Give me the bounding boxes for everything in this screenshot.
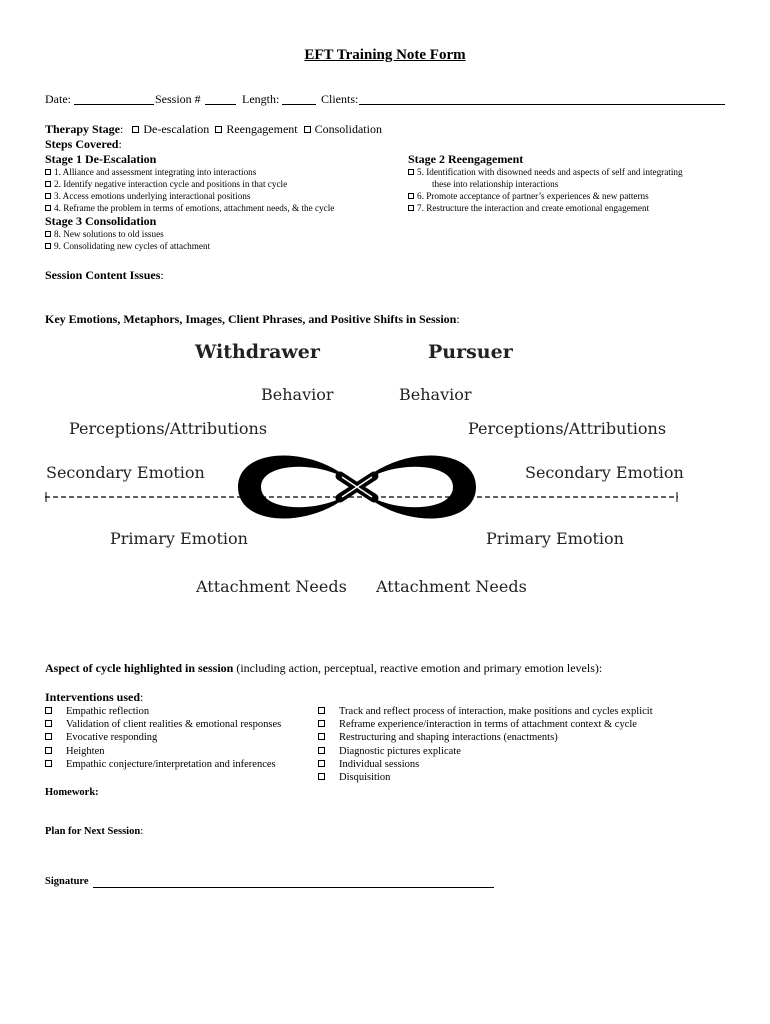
intervention-right-1-text: Track and reflect process of interaction, make positions and cycles explicit	[339, 706, 653, 717]
step-5-checkbox[interactable]	[408, 169, 414, 175]
step-5-text: 5. Identification with disowned needs and aspects of self and integrating	[417, 167, 683, 177]
step-9-checkbox[interactable]	[45, 243, 51, 249]
interventions-row: Interventions used:	[45, 690, 144, 704]
withdrawer-secondary-emotion: Secondary Emotion	[46, 463, 205, 482]
checkbox-de-escalation[interactable]	[132, 126, 139, 133]
stage1-heading: Stage 1 De-Escalation	[45, 152, 157, 166]
step-9-text: 9. Consolidating new cycles of attachment	[54, 241, 211, 251]
intervention-right-4-checkbox[interactable]	[318, 747, 325, 754]
step-2-checkbox[interactable]	[45, 181, 51, 187]
intervention-left-2[interactable]	[45, 719, 281, 730]
step-2[interactable]	[45, 179, 287, 189]
step-9[interactable]	[45, 241, 210, 251]
key-emotions-label: Key Emotions, Metaphors, Images, Client Phrases, and Positive Shifts in Session	[45, 312, 457, 326]
intervention-left-5-text: Empathic conjecture/interpretation and inferences	[66, 759, 276, 770]
step-6-checkbox[interactable]	[408, 193, 414, 199]
intervention-left-4-checkbox[interactable]	[45, 747, 52, 754]
step-6[interactable]	[408, 191, 649, 201]
step-8-checkbox[interactable]	[45, 231, 51, 237]
intervention-right-5-text: Individual sessions	[339, 759, 420, 770]
intervention-right-3[interactable]	[318, 732, 558, 743]
length-field[interactable]	[282, 104, 316, 105]
session-label: Session #	[155, 92, 201, 106]
option-consolidation: Consolidation	[314, 122, 382, 136]
intervention-left-4[interactable]	[45, 746, 105, 757]
intervention-left-3-text: Evocative responding	[66, 732, 158, 743]
withdrawer-behavior: Behavior	[261, 385, 334, 404]
plan-row: Plan for Next Session:	[45, 826, 144, 837]
steps-covered-label: Steps Covered	[45, 137, 119, 151]
step-7-text: 7. Restructure the interaction and create emotional engagement	[417, 203, 650, 213]
intervention-right-2-checkbox[interactable]	[318, 720, 325, 727]
plan-label: Plan for Next Session	[45, 826, 141, 837]
intervention-right-3-text: Restructuring and shaping interactions (enactments)	[339, 732, 558, 743]
homework-label: Homework:	[45, 787, 99, 798]
intervention-right-1[interactable]	[318, 706, 653, 717]
interventions-label: Interventions used	[45, 690, 141, 704]
key-emotions-row: Key Emotions, Metaphors, Images, Client Phrases, and Positive Shifts in Session:	[45, 312, 460, 326]
stage3-heading: Stage 3 Consolidation	[45, 214, 157, 228]
step-3[interactable]	[45, 191, 250, 201]
therapy-stage-label: Therapy Stage	[45, 122, 120, 136]
intervention-left-1-checkbox[interactable]	[45, 707, 52, 714]
intervention-right-6-checkbox[interactable]	[318, 773, 325, 780]
intervention-left-2-checkbox[interactable]	[45, 720, 52, 727]
step-3-text: 3. Access emotions underlying interactional positions	[54, 191, 251, 201]
aspect-label: Aspect of cycle highlighted in session	[45, 661, 234, 675]
session-number-field[interactable]	[205, 104, 236, 105]
pursuer-perceptions: Perceptions/Attributions	[468, 419, 667, 438]
step-7-checkbox[interactable]	[408, 205, 414, 211]
intervention-left-5[interactable]	[45, 759, 276, 770]
stage2-heading: Stage 2 Reengagement	[408, 152, 524, 166]
length-label: Length:	[242, 92, 280, 106]
aspect-of-cycle-row	[45, 661, 602, 676]
intervention-right-4[interactable]	[318, 746, 461, 757]
checkbox-consolidation[interactable]	[304, 126, 311, 133]
therapy-stage-row: Therapy Stage: De-escalation Reengagement Consolidation	[45, 122, 382, 136]
option-de-escalation: De-escalation	[143, 122, 210, 136]
signature-field[interactable]	[93, 887, 494, 888]
step-1-text: 1. Alliance and assessment integrating into interactions	[54, 167, 257, 177]
step-4-checkbox[interactable]	[45, 205, 51, 211]
step-8[interactable]	[45, 229, 164, 239]
checkbox-reengagement[interactable]	[215, 126, 222, 133]
intervention-left-3-checkbox[interactable]	[45, 733, 52, 740]
intervention-right-5[interactable]	[318, 759, 419, 770]
withdrawer-perceptions: Perceptions/Attributions	[69, 419, 268, 438]
infinity-cycle-diagram	[40, 440, 690, 540]
intervention-right-4-text: Diagnostic pictures explicate	[339, 746, 461, 757]
intervention-left-4-text: Heighten	[66, 746, 105, 757]
intervention-right-6[interactable]	[318, 772, 390, 783]
option-reengagement: Reengagement	[226, 122, 298, 136]
date-label: Date:	[45, 92, 71, 106]
signature-label: Signature	[45, 876, 89, 887]
steps-covered-row: Steps Covered:	[45, 137, 122, 151]
withdrawer-primary-emotion: Primary Emotion	[110, 529, 248, 548]
withdrawer-heading: Withdrawer	[195, 341, 320, 363]
intervention-right-2[interactable]	[318, 719, 637, 730]
clients-label: Clients:	[321, 92, 359, 106]
session-content-label: Session Content Issues	[45, 268, 161, 282]
pursuer-secondary-emotion: Secondary Emotion	[525, 463, 684, 482]
step-1[interactable]	[45, 167, 256, 177]
step-3-checkbox[interactable]	[45, 193, 51, 199]
step-4-text: 4. Reframe the problem in terms of emotions, attachment needs, & the cycle	[54, 203, 335, 213]
clients-field[interactable]	[359, 104, 725, 105]
intervention-right-1-checkbox[interactable]	[318, 707, 325, 714]
intervention-right-6-text: Disquisition	[339, 772, 391, 783]
step-8-text: 8. New solutions to old issues	[54, 229, 164, 239]
step-1-checkbox[interactable]	[45, 169, 51, 175]
step-5-continued: these into relationship interactions	[432, 179, 559, 189]
session-content-row: Session Content Issues:	[45, 268, 164, 282]
step-4[interactable]	[45, 203, 334, 213]
step-6-text: 6. Promote acceptance of partner’s experiences & new patterns	[417, 191, 649, 201]
aspect-note: (including action, perceptual, reactive emotion and primary emotion levels):	[233, 661, 603, 675]
intervention-left-1-text: Empathic reflection	[66, 706, 150, 717]
pursuer-behavior: Behavior	[399, 385, 472, 404]
intervention-right-2-text: Reframe experience/interaction in terms of attachment context & cycle	[339, 719, 637, 730]
intervention-left-5-checkbox[interactable]	[45, 760, 52, 767]
withdrawer-attachment-needs: Attachment Needs	[196, 577, 347, 596]
date-field[interactable]	[74, 104, 154, 105]
intervention-left-1[interactable]	[45, 706, 149, 717]
intervention-left-3[interactable]	[45, 732, 157, 743]
pursuer-attachment-needs: Attachment Needs	[376, 577, 527, 596]
cross-highlight-icon	[342, 477, 372, 497]
step-5[interactable]	[408, 167, 683, 177]
step-2-text: 2. Identify negative interaction cycle and positions in that cycle	[54, 179, 288, 189]
intervention-left-2-text: Validation of client realities & emotional responses	[66, 719, 282, 730]
pursuer-heading: Pursuer	[428, 341, 513, 363]
page-title: EFT Training Note Form	[304, 47, 466, 63]
intervention-right-3-checkbox[interactable]	[318, 733, 325, 740]
intervention-right-5-checkbox[interactable]	[318, 760, 325, 767]
pursuer-primary-emotion: Primary Emotion	[486, 529, 624, 548]
step-7[interactable]	[408, 203, 649, 213]
